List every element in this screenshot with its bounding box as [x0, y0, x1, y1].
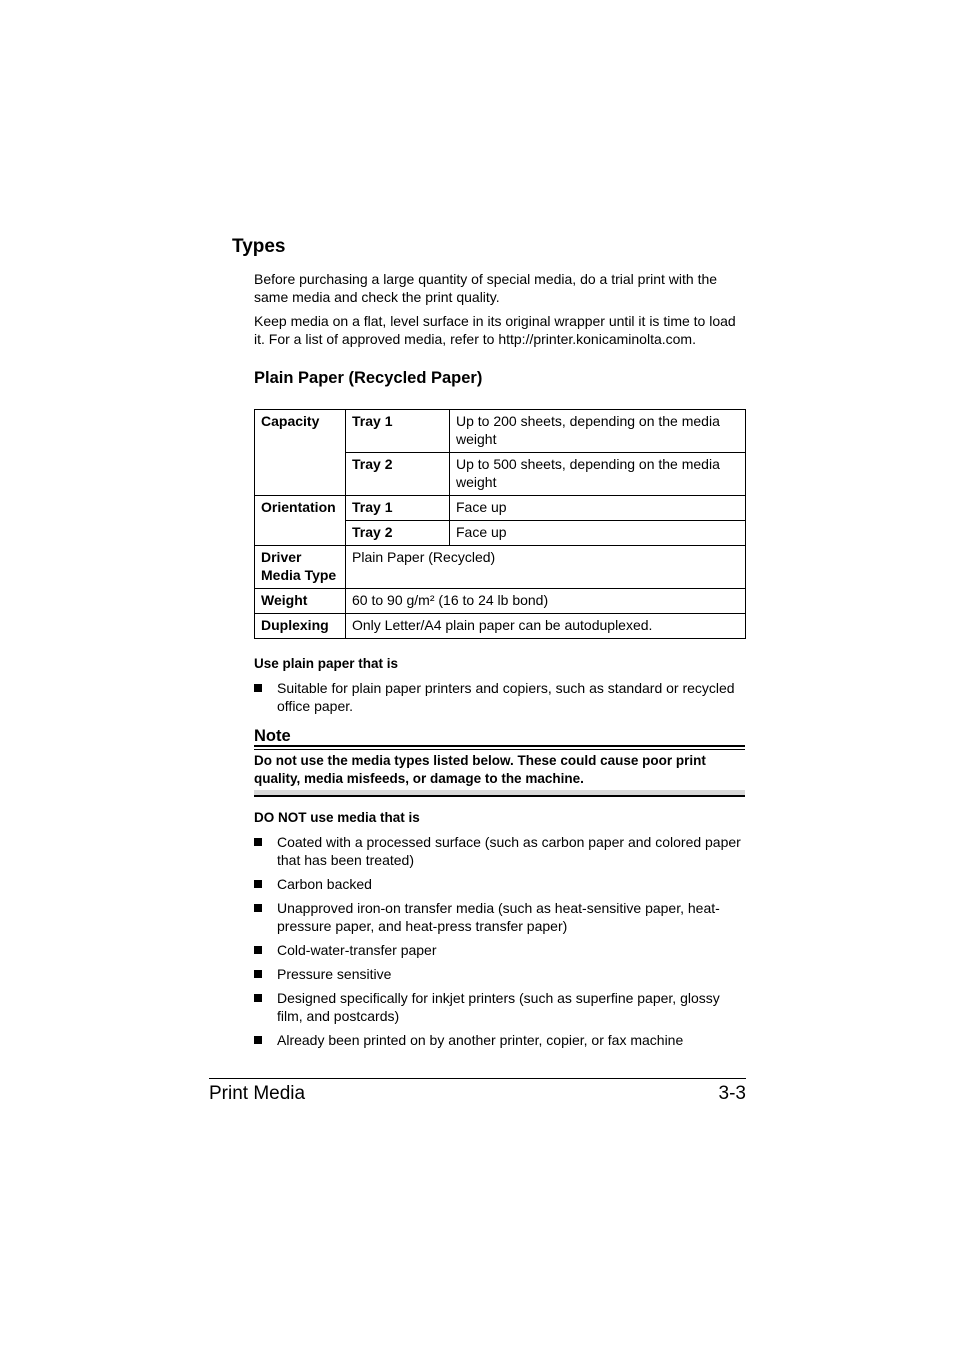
table-row [255, 496, 746, 521]
capacity-tray1-label: Tray 1 [346, 410, 450, 453]
capacity-tray2-value: Up to 500 sheets, depending on the media weight [450, 453, 746, 496]
section-heading: Types [232, 236, 286, 257]
orientation-tray2-value: Face up [450, 521, 746, 546]
list-item: Cold-water-transfer paper [254, 941, 749, 959]
square-bullet-icon [254, 994, 262, 1002]
square-bullet-icon [254, 946, 262, 954]
capacity-tray1-value: Up to 200 sheets, depending on the media weight [450, 410, 746, 453]
square-bullet-icon [254, 880, 262, 888]
subsection-heading: Plain Paper (Recycled Paper) [254, 369, 483, 387]
weight-value: 60 to 90 g/m² (16 to 24 lb bond) [346, 589, 746, 614]
duplexing-value: Only Letter/A4 plain paper can be autoduplexed. [346, 614, 746, 639]
table-row [255, 410, 746, 453]
orientation-tray2-label: Tray 2 [346, 521, 450, 546]
note-bottom-rule [254, 790, 745, 797]
page-number: 3-3 [718, 1083, 746, 1104]
intro-paragraph-1: Before purchasing a large quantity of special media, do a trial print with the same media and check the print quality. [254, 271, 718, 305]
orientation-label: Orientation [255, 496, 346, 546]
square-bullet-icon [254, 1036, 262, 1044]
media-spec-table [254, 409, 746, 639]
list-item: Carbon backed [254, 875, 749, 893]
capacity-tray2-label: Tray 2 [346, 453, 450, 496]
table-row [255, 546, 746, 589]
square-bullet-icon [254, 684, 262, 692]
note-title: Note [254, 727, 291, 745]
list-item: Suitable for plain paper printers and copiers, such as standard or recycled office paper. [254, 679, 749, 715]
driver-media-type-label [255, 546, 346, 589]
use-list-label: Use plain paper that is [254, 656, 399, 671]
orientation-tray1-value: Face up [450, 496, 746, 521]
note-text: Do not use the media types listed below. These could cause poor print quality, media misfeeds, or damage to the machine. [254, 753, 706, 786]
footer-rule [209, 1078, 746, 1079]
list-item: Coated with a processed surface (such as carbon paper and colored paper that has been treated) [254, 833, 749, 869]
table-row [255, 614, 746, 639]
footer-title: Print Media [209, 1083, 306, 1104]
driver-media-type-label-line1: Driver [261, 549, 302, 565]
list-item: Designed specifically for inkjet printers (such as superfine paper, glossy film, and postcards) [254, 989, 749, 1025]
weight-label: Weight [255, 589, 346, 614]
list-item: Pressure sensitive [254, 965, 749, 983]
orientation-tray1-label: Tray 1 [346, 496, 450, 521]
list-item: Already been printed on by another printer, copier, or fax machine [254, 1031, 749, 1049]
square-bullet-icon [254, 970, 262, 978]
square-bullet-icon [254, 838, 262, 846]
driver-media-type-label-line2: Media Type [261, 567, 337, 583]
capacity-label: Capacity [255, 410, 346, 496]
intro-paragraph-2: Keep media on a flat, level surface in its original wrapper until it is time to load it. For a list of approved media, refer to http://printer.konicaminolta.com. [254, 313, 736, 347]
note-top-rule [254, 745, 745, 750]
duplexing-label: Duplexing [255, 614, 346, 639]
square-bullet-icon [254, 904, 262, 912]
do-not-list [254, 833, 749, 1055]
driver-media-type-value: Plain Paper (Recycled) [346, 546, 746, 589]
table-row [255, 589, 746, 614]
list-item: Unapproved iron-on transfer media (such as heat-sensitive paper, heat-pressure paper, and heat-press transfer paper) [254, 899, 749, 935]
use-list [254, 679, 749, 721]
do-not-list-label: DO NOT use media that is [254, 810, 420, 825]
